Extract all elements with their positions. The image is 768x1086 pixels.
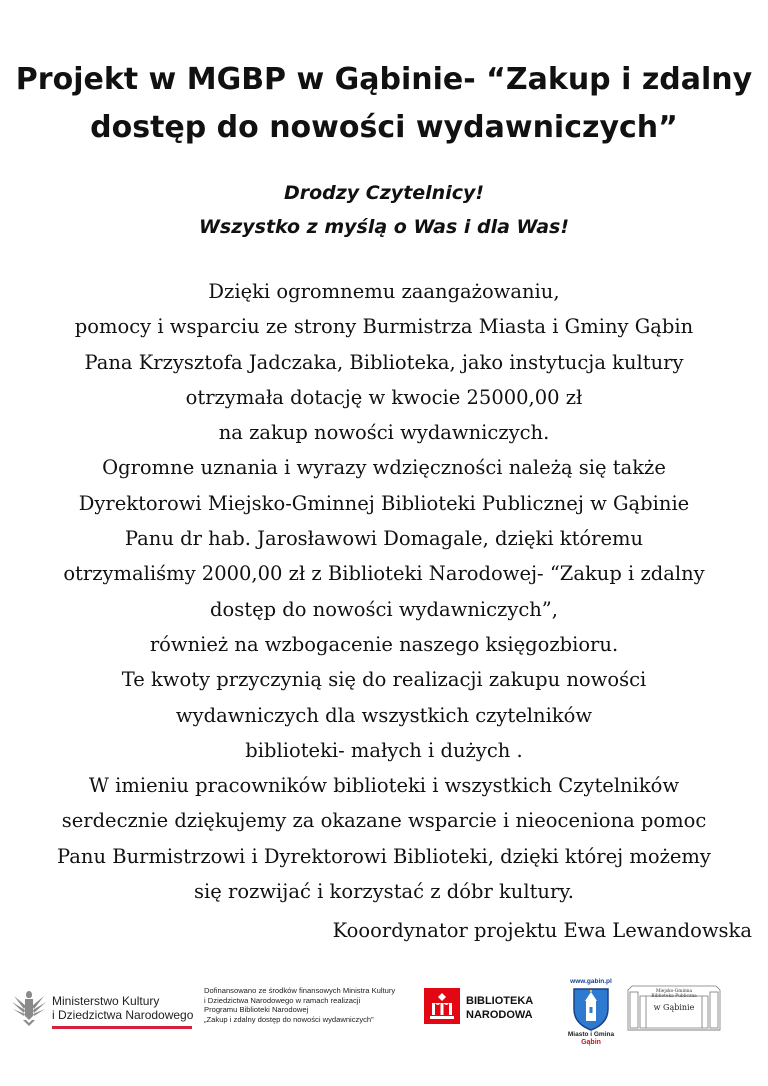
national-library-logo [424, 988, 544, 1028]
local-library-name: Biblioteka Publiczna [651, 994, 697, 999]
local-library-location: w Gąbinie [653, 1003, 695, 1012]
coat-of-arms-icon [572, 987, 610, 1031]
local-library-name-line [626, 989, 722, 999]
municipality-name: Miasto i Gmina [567, 1031, 615, 1038]
greeting-line: Wszystko z myślą o Was i dla Was! [198, 216, 570, 238]
coordinator-signature: Kooordynator projektu Ewa Lewandowska [332, 919, 752, 942]
body-line: Ogromne uznania i wyrazy wdzięczności należą się także [102, 456, 666, 480]
funding-note [204, 986, 395, 1024]
eagle-icon [10, 988, 48, 1028]
municipality-logo [564, 978, 618, 1058]
ministry-name-line: Ministerstwo Kultury [52, 994, 160, 1008]
body-line: pomocy i wsparciu ze strony Burmistrza Miasta i Gminy Gąbin [74, 315, 694, 339]
national-library-name: BIBLIOTEKA [466, 995, 534, 1007]
body-line: biblioteki- małych i dużych . [245, 738, 523, 762]
body-line: Te kwoty przyczynią się do realizacji zakupu nowości [121, 668, 647, 692]
ministry-name-line: i Dziedzictwa Narodowego [52, 1008, 194, 1022]
body-line: również na wzbogacenie naszego księgozbioru. [149, 632, 619, 656]
footer-logos [0, 970, 768, 1070]
page-title [0, 56, 768, 152]
body-line: W imieniu pracowników biblioteki i wszystkich Czytelników [88, 774, 680, 798]
body-line: serdecznie dziękujemy za okazane wsparcie i nieoceniona pomoc [61, 809, 707, 833]
funding-note-line: Programu Biblioteki Narodowej [204, 1005, 309, 1015]
funding-note-line: i Dziedzictwa Narodowego w ramach realizacji [204, 995, 361, 1005]
body-line: wydawniczych dla wszystkich czytelników [175, 703, 593, 727]
body-line: na zakup nowości wydawniczych. [218, 421, 550, 445]
funding-note-line: „Zakup i zdalny dostęp do nowości wydawniczych” [204, 1014, 374, 1024]
greeting-line: Drodzy Czytelnicy! [283, 182, 485, 204]
ministry-logo [10, 988, 200, 1034]
national-library-name: NARODOWA [466, 1009, 533, 1021]
body-line: Pana Krzysztofa Jadczaka, Biblioteka, jako instytucja kultury [84, 350, 684, 374]
funding-note-line: Dofinansowano ze środków finansowych Ministra Kultury [204, 986, 396, 995]
local-library-name: Miejsko-Gminna [655, 989, 693, 994]
body-line: otrzymaliśmy 2000,00 zł z Biblioteki Narodowej- “Zakup i zdalny [63, 562, 705, 586]
local-library-logo [626, 980, 722, 1032]
national-library-icon [424, 988, 460, 1024]
body-text [0, 274, 768, 909]
body-line: się rozwijać i korzystać z dóbr kultury. [194, 880, 574, 904]
ministry-accent-line [52, 1026, 192, 1029]
body-line: Dyrektorowi Miejsko-Gminnej Biblioteki Publicznej w Gąbinie [78, 491, 690, 515]
body-line: dostęp do nowości wydawniczych”, [210, 597, 558, 621]
municipality-name: Gąbin [581, 1038, 601, 1046]
greeting [0, 176, 768, 244]
body-line: Dzięki ogromnemu zaangażowaniu, [208, 280, 560, 303]
body-line: Panu dr hab. Jarosławowi Domagale, dzięki któremu [124, 527, 644, 551]
body-line: otrzymała dotację w kwocie 25000,00 zł [185, 385, 583, 409]
body-line: Panu Burmistrzowi i Dyrektorowi Biblioteki, dzięki której możemy [57, 844, 711, 868]
municipality-url: www.gabin.pl [570, 978, 612, 985]
title-line: dostęp do nowości wydawniczych” [90, 110, 678, 145]
title-line: Projekt w MGBP w Gąbinie- “Zakup i zdalny [15, 62, 753, 97]
